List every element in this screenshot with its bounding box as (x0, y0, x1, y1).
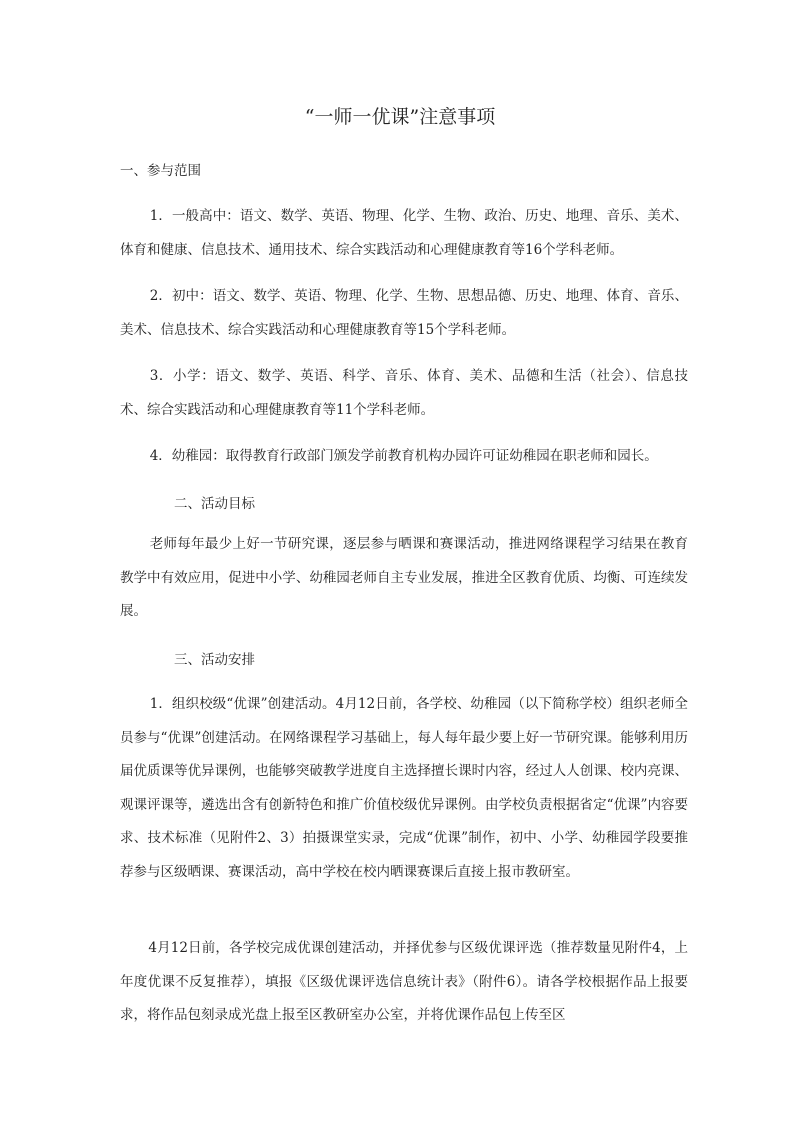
scope-item-high-school: 1．一般高中：语文、数学、英语、物理、化学、生物、政治、历史、地理、音乐、美术、体育和健康、信息技术、通用技术、综合实践活动和心理健康教育等16个学科老师。 (120, 208, 688, 258)
scope-item-kindergarten: 4．幼稚园：取得教育行政部门颁发学前教育机构办园许可证幼稚园在职老师和园长。 (149, 448, 658, 464)
scope-item-middle-school: 2．初中：语文、数学、英语、物理、化学、生物、思想品德、历史、地理、体育、音乐、美术、信息技术、综合实践活动和心理健康教育等15个学科老师。 (120, 288, 688, 338)
section-heading-arrangement: 三、活动安排 (174, 652, 255, 668)
scope-item-primary-school: 3．小学：语文、数学、英语、科学、音乐、体育、美术、品德和生活（社会）、信息技术、综合实践活动和心理健康教育等11个学科老师。 (120, 368, 688, 418)
section-heading-scope: 一、参与范围 (120, 163, 201, 179)
section-heading-goals: 二、活动目标 (174, 496, 255, 512)
document-title: “一师一优课”注意事项 (304, 106, 496, 128)
goals-paragraph: 老师每年最少上好一节研究课，逐层参与晒课和赛课活动，推进网络课程学习结果在教育教学中有效应用，促进中小学、幼稚园老师自主专业发展，推进全区教育优质、均衡、可连续发展。 (120, 536, 688, 619)
arrangement-paragraph-1: 1．组织校级“优课”创建活动。4月12日前，各学校、幼稚园（以下简称学校）组织老师全员参与“优课”创建活动。在网络课程学习基础上，每人每年最少要上好一节研究课。能够利用历届优质课等优异课例，也能够突破教学进度自主选择擅长课时内容，经过人人创课、校内亮课、观课评课等，遴选出含有创新特色和推广价值校级优异课例。由学校负责根据省定“优课”内容要求、技术标准（见附件2、3）拍摄课堂实录，完成“优课”制作，初中、小学、幼稚园学段要推荐参与区级晒课、赛课活动，高中学校在校内晒课赛课后直接上报市教研室。 (120, 696, 688, 880)
arrangement-paragraph-2: 4月12日前，各学校完成优课创建活动，并择优参与区级优课评选（推荐数量见附件4，上年度优课不反复推荐），填报《区级优课评选信息统计表》（附件6）。请各学校根据作品上报要求，将作品包刻录成光盘上报至区教研室办公室，并将优课作品包上传至区 (120, 940, 688, 1023)
